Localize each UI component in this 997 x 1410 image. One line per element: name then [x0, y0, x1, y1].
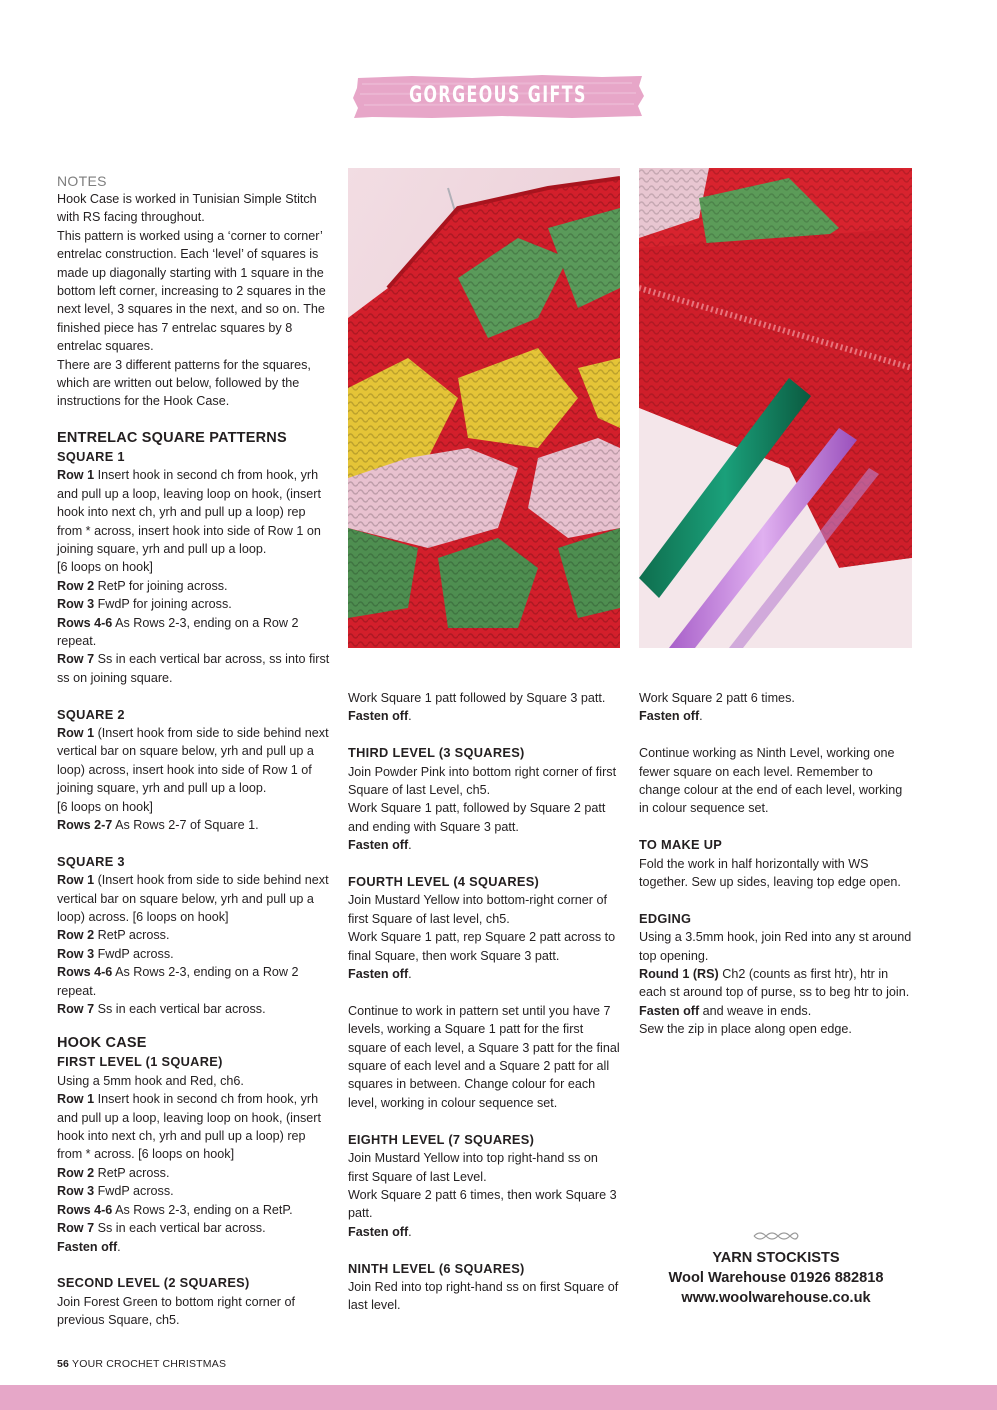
row-text: RetP across.	[94, 928, 170, 943]
pattern-row	[57, 614, 332, 651]
row-label: Row 3	[57, 946, 95, 961]
row-text: FwdP across.	[94, 946, 174, 961]
instruction-text: Work Square 2 patt 6 times.	[639, 691, 795, 705]
row-label: Row 2	[57, 578, 95, 593]
row-text: (Insert hook from side to side behind next vertical bar on square below, yrh and pull up a loop) across, insert hook into side of Row 1 of joining square, yrh and pull up a loop.	[57, 725, 329, 796]
row-text: Ss in each vertical bar across, ss into first ss on joining square.	[57, 652, 330, 685]
hook-case-heading: HOOK CASE	[57, 1035, 147, 1052]
instruction-text: Join Mustard Yellow into bottom-right corner of first Square of last level, ch5.	[348, 893, 608, 926]
row-text: (Insert hook from side to side behind next vertical bar on square below, yrh and pull up a loop) across. [6 loops on hook]	[57, 873, 329, 924]
third-level-heading: THIRD LEVEL (3 SQUARES)	[348, 745, 525, 761]
magazine-name: YOUR CROCHET CHRISTMAS	[69, 1358, 227, 1370]
instruction-text: Work Square 1 patt followed by Square 3 patt.	[348, 691, 606, 705]
yarn-stockists	[650, 1230, 902, 1308]
fasten-off: Fasten off.	[348, 838, 412, 853]
fasten-off: Fasten off.	[348, 967, 412, 982]
row-label: Rows 4-6	[57, 1202, 113, 1217]
fasten-off: Fasten off.	[348, 709, 412, 724]
row-label: Rows 4-6	[57, 965, 113, 980]
row-label: Rows 2-7	[57, 817, 113, 832]
crochet-photo-illustration	[639, 168, 912, 648]
pattern-row	[57, 577, 332, 595]
row-text: As Rows 2-3, ending on a Row 2 repeat.	[57, 965, 299, 998]
footer-bar	[0, 1385, 997, 1410]
row-text: and weave in ends.	[699, 1003, 812, 1018]
row-text: Ch2 (counts as first htr), htr in each st around top of purse, ss to beg htr to join.	[639, 967, 910, 1000]
instruction-text: Work Square 2 patt 6 times, then work Square 3 patt.	[348, 1187, 617, 1221]
section-title: GORGEOUS GIFTS	[409, 83, 587, 108]
instruction-text: Sew the zip in place along open edge.	[639, 1022, 852, 1037]
instruction-text: Using a 3.5mm hook, join Red into any st around top opening.	[639, 930, 912, 963]
fasten-off: Fasten off.	[348, 1224, 412, 1239]
row-label: Row 3	[57, 1184, 95, 1199]
stockists-heading: YARN STOCKISTS	[712, 1250, 840, 1266]
first-level-heading: FIRST LEVEL (1 SQUARE)	[57, 1054, 223, 1070]
column-left	[57, 172, 332, 1330]
pattern-row	[57, 945, 332, 963]
loop-count: [6 loops on hook]	[57, 560, 153, 575]
pattern-row	[57, 816, 332, 834]
row-text: As Rows 2-7 of Square 1.	[112, 817, 259, 832]
fasten-off: Fasten off.	[639, 709, 703, 724]
instruction-text: Work Square 1 patt, followed by Square 2 patt and ending with Square 3 patt.	[348, 801, 606, 834]
photo-entrelac-closeup	[348, 168, 620, 648]
section-banner	[352, 72, 644, 120]
photo-hook-case-zip	[639, 168, 912, 648]
row-label: Row 1	[57, 873, 95, 888]
row-label: Row 2	[57, 1165, 95, 1180]
ninth-level-heading: NINTH LEVEL (6 SQUARES)	[348, 1260, 525, 1276]
row-text: As Rows 2-3, ending on a RetP.	[112, 1202, 293, 1217]
entrelac-heading: ENTRELAC SQUARE PATTERNS	[57, 429, 287, 446]
row-label: Row 3	[57, 597, 95, 612]
fasten-off-label: Fasten off	[639, 1003, 700, 1018]
pattern-row	[57, 650, 332, 687]
stockist-phone: Wool Warehouse 01926 882818	[668, 1270, 884, 1286]
instruction-text: Join Mustard Yellow into top right-hand ss on first Square of last Level.	[348, 1151, 598, 1184]
square1-heading: SQUARE 1	[57, 448, 125, 464]
row-label: Row 7	[57, 652, 95, 667]
instruction-text: Join Forest Green to bottom right corner of previous Square, ch5.	[57, 1294, 295, 1328]
row-text: Ss in each vertical bar across.	[94, 1002, 266, 1017]
second-level-heading: SECOND LEVEL (2 SQUARES)	[57, 1275, 250, 1291]
pattern-row	[57, 595, 332, 613]
pattern-row	[639, 965, 914, 1002]
pattern-row	[57, 926, 332, 944]
row-label: Row 1	[57, 1092, 95, 1107]
pattern-row	[57, 1201, 332, 1219]
row-label: Row 7	[57, 1221, 95, 1236]
row-text: RetP for joining across.	[94, 578, 228, 593]
pattern-row	[57, 724, 332, 798]
notes-heading: NOTES	[57, 173, 107, 189]
ornament-icon	[752, 1230, 800, 1242]
row-label: Row 1	[57, 725, 95, 740]
row-label: Row 2	[57, 928, 95, 943]
pattern-row	[57, 871, 332, 926]
instruction-text: Fold the work in half horizontally with WS together. Sew up sides, leaving top edge open.	[639, 856, 901, 890]
instruction-text: Join Powder Pink into bottom right corner of first Square of last Level, ch5.	[348, 764, 617, 798]
instruction-text: Continue working as Ninth Level, working one fewer square on each level. Remember to change colour at the end of each level, working in colour sequence set.	[639, 746, 903, 816]
pattern-row	[57, 1000, 332, 1018]
loop-count: [6 loops on hook]	[57, 799, 153, 814]
notes-paragraph: There are 3 different patterns for the squares, which are written out below, followed by the instructions for the Hook Case.	[57, 357, 311, 409]
instruction-text: Using a 5mm hook and Red, ch6.	[57, 1073, 244, 1088]
pattern-row	[57, 1164, 332, 1182]
page-folio	[57, 1358, 226, 1370]
instruction-text: Continue to work in pattern set until you have 7 levels, working a Square 1 patt for the first square of each level, a Square 3 patt for the final square of each level and a Square 2 patt for all squares in between. Change colour for each level, working in colour sequence set.	[348, 1003, 620, 1110]
crochet-photo-illustration	[348, 168, 620, 648]
fourth-level-heading: FOURTH LEVEL (4 SQUARES)	[348, 874, 540, 890]
row-label: Rows 4-6	[57, 615, 113, 630]
pattern-row	[57, 1090, 332, 1164]
row-text: Insert hook in second ch from hook, yrh and pull up a loop, leaving loop on hook, (insert hook into next ch, yrh and pull up a loop) rep from * across, insert hook into side of Row 1 on joining square, yrh and pull up a loop.	[57, 468, 321, 556]
column-right	[639, 689, 914, 1039]
instruction-text: Work Square 1 patt, rep Square 2 patt across to final Square, then work Square 3 patt.	[348, 930, 616, 963]
notes-paragraph: This pattern is worked using a ‘corner to corner’ entrelac construction. Each ‘level’ of squares is made up diagonally starting with 1 square in the bottom left corner, increasing to 2 squares in the next level, 3 squares in the next, and so on. The finished piece has 7 entrelac squares by 8 entrelac squares.	[57, 228, 326, 354]
pattern-row	[57, 1182, 332, 1200]
page-number: 56	[57, 1358, 70, 1370]
stockist-website[interactable]: www.woolwarehouse.co.uk	[681, 1290, 871, 1306]
square2-heading: SQUARE 2	[57, 706, 125, 722]
row-label: Row 1	[57, 468, 95, 483]
row-text: FwdP for joining across.	[94, 597, 232, 612]
edging-heading: EDGING	[639, 910, 692, 926]
row-label: Row 7	[57, 1002, 95, 1017]
row-text: Ss in each vertical bar across.	[94, 1221, 266, 1236]
fasten-off: Fasten off.	[57, 1239, 121, 1254]
pattern-row	[639, 1002, 914, 1020]
instruction-text: Join Red into top right-hand ss on first Square of last level.	[348, 1279, 619, 1313]
make-up-heading: TO MAKE UP	[639, 837, 723, 853]
row-label: Round 1 (RS)	[639, 967, 719, 982]
square3-heading: SQUARE 3	[57, 853, 125, 869]
pattern-row	[57, 963, 332, 1000]
row-text: As Rows 2-3, ending on a Row 2 repeat.	[57, 615, 299, 648]
row-text: FwdP across.	[94, 1184, 174, 1199]
row-text: RetP across.	[94, 1165, 170, 1180]
pattern-row	[57, 1219, 332, 1237]
row-text: Insert hook in second ch from hook, yrh and pull up a loop, leaving loop on hook, (insert hook into next ch, yrh and pull up a loop) rep from * across. [6 loops on hook]	[57, 1092, 321, 1162]
column-middle	[348, 689, 620, 1315]
notes-paragraph: Hook Case is worked in Tunisian Simple Stitch with RS facing throughout.	[57, 192, 317, 225]
pattern-row	[57, 466, 332, 558]
eighth-level-heading: EIGHTH LEVEL (7 SQUARES)	[348, 1131, 535, 1147]
